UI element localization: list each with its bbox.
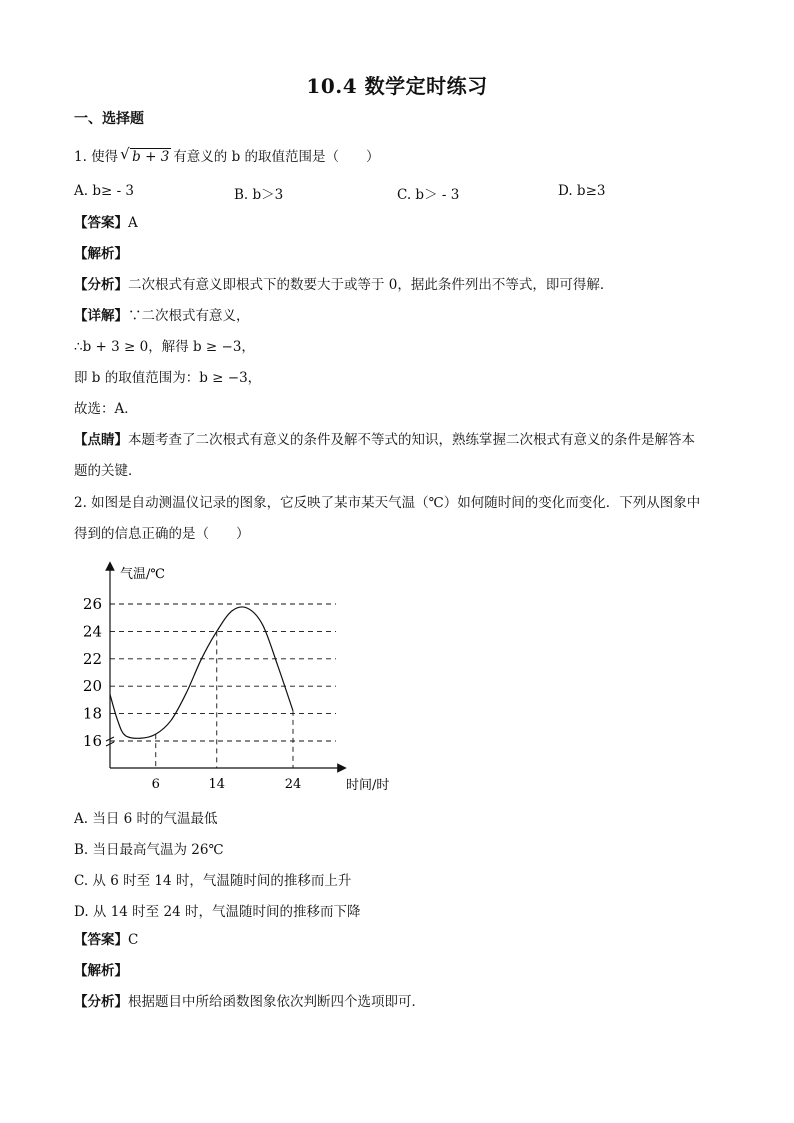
q2-option-c: C. 从 6 时至 14 时，气温随时间的推移而上升 [74,873,352,889]
q1-stem [74,145,380,166]
q2-analysis-heading [74,962,128,980]
y-tick-label-16: 16 [82,732,102,750]
q1-answer [74,214,138,232]
radical-sign-icon: √ [120,145,130,163]
q1-xiangjie [74,307,250,325]
fenxi-tag: 【分析】 [74,277,128,293]
dianjing-text-1: 本题考查了二次根式有意义的条件及解不等式的知识，熟练掌握二次根式有意义的条件是解答本 [128,432,695,448]
y-tick-label-18: 18 [82,704,102,723]
fenxi-tag: 【分析】 [74,994,128,1010]
temperature-curve [110,607,293,738]
x-axis-label: 时间/时 [346,778,390,793]
answer-tag: 【答案】 [74,215,128,231]
x-tick-label-6: 6 [151,777,160,792]
xiangjie-text: ∵二次根式有意义， [128,308,250,324]
section-heading: 一、选择题 [74,111,144,127]
q1-stem-post: 有意义的 b 的取值范围是（ ） [173,149,380,165]
q2-option-a: A. 当日 6 时的气温最低 [74,811,218,827]
q1-step-3: 故选：A． [74,401,138,417]
radicand: b + 3 [132,149,170,165]
q2-option-d: D. 从 14 时至 24 时，气温随时间的推移而下降 [74,904,361,920]
q1-option-c: C. b＞ - 3 [397,187,460,203]
temperature-chart [74,556,404,796]
y-tick-label-24: 24 [82,622,102,641]
q2-answer [74,931,138,949]
q2-stem-line-1: 2. 如图是自动测温仪记录的图象，它反映了某市某天气温（℃）如何随时间的变化而变化．下列从图象中 [74,495,701,511]
q1-stem-pre: 1. 使得 [74,149,119,165]
sqrt-expression [120,145,171,166]
y-tick-label-20: 20 [82,677,102,696]
y-tick-label-22: 22 [82,649,102,668]
xiangjie-tag: 【详解】 [74,308,128,324]
q1-fenxi [74,276,613,294]
q1-dianjing-cont: 题的关键． [74,463,142,479]
q1-dianjing [74,431,695,449]
q1-option-b: B. b＞3 [234,187,284,203]
q1-step-2: 即 b 的取值范围为：b ≥ −3， [74,370,262,386]
fenxi-text: 根据题目中所给函数图象依次判断四个选项即可． [128,994,425,1010]
dianjing-tag: 【点睛】 [74,432,128,448]
analysis-tag: 【解析】 [74,246,128,262]
answer-tag: 【答案】 [74,932,128,948]
x-tick-label-14: 14 [208,777,226,792]
x-tick-label-24: 24 [284,777,302,792]
answer-value: A [128,215,138,231]
page-title: 10.4 数学定时练习 [306,74,488,98]
q1-analysis-heading [74,245,128,263]
answer-value: C [128,932,139,948]
q2-stem-line-2: 得到的信息正确的是（ ） [74,526,250,542]
y-axis-label: 气温/℃ [120,567,165,582]
analysis-tag: 【解析】 [74,963,128,979]
q2-fenxi [74,993,425,1011]
q1-step-1: ∴b + 3 ≥ 0，解得 b ≥ −3， [74,339,255,355]
fenxi-text: 二次根式有意义即根式下的数要大于或等于 0，据此条件列出不等式，即可得解． [128,277,614,293]
y-tick-label-26: 26 [82,595,102,613]
q1-option-d: D. b≥3 [558,183,606,199]
q2-option-b: B. 当日最高气温为 26℃ [74,842,224,858]
q1-option-a: A. b≥ - 3 [74,183,135,199]
